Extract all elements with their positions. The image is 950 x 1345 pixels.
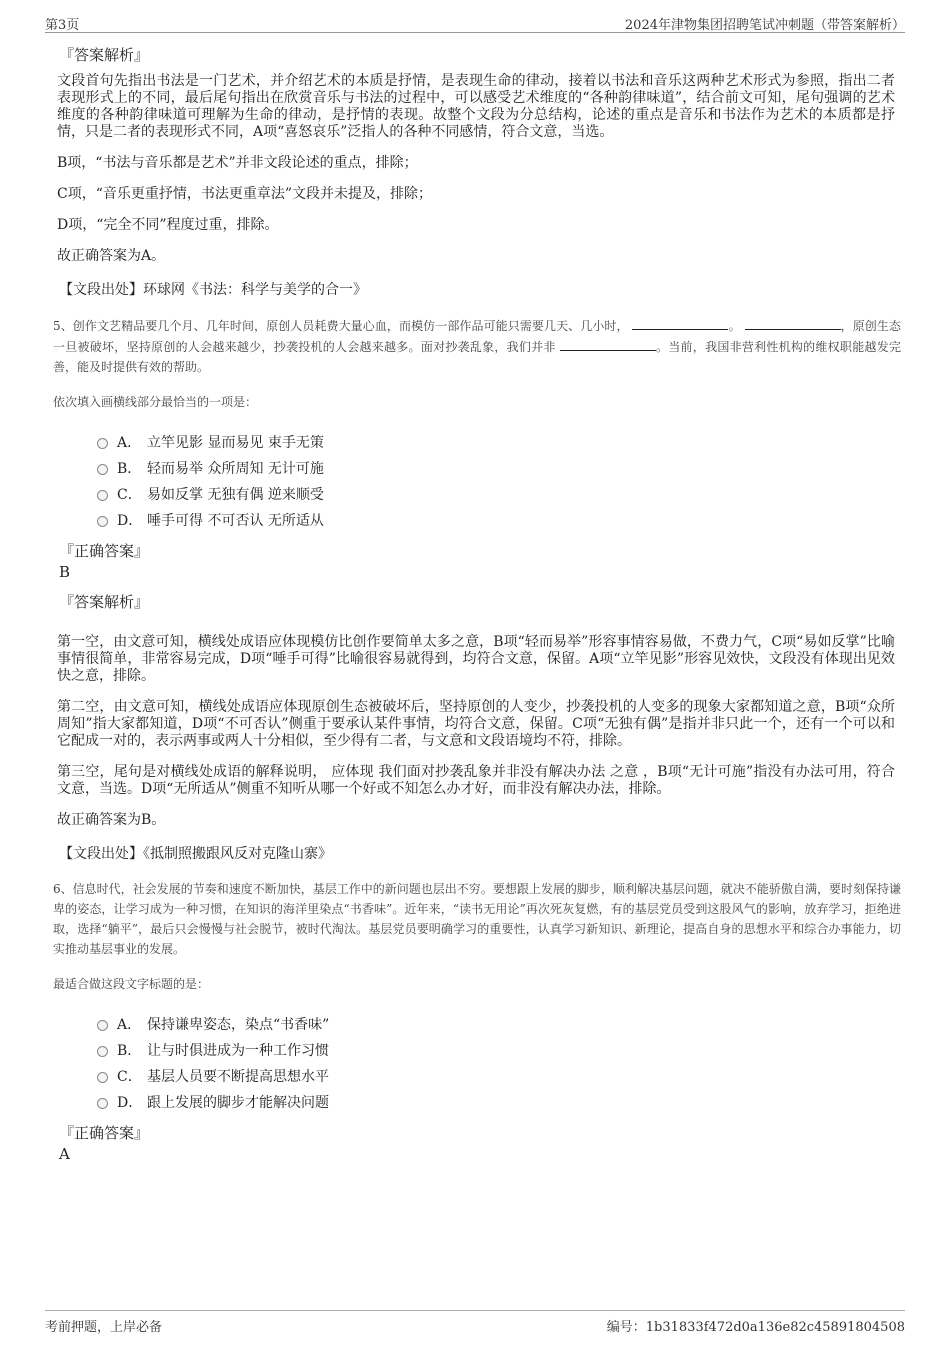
option-text: 让与时俱进成为一种工作习惯 [147, 1043, 329, 1059]
passage-source: 【文段出处】《抵制照搬跟风反对克隆山寨》 [59, 846, 332, 862]
radio-icon[interactable] [97, 516, 108, 527]
option-b[interactable] [97, 456, 895, 482]
radio-icon[interactable] [97, 438, 108, 449]
option-d[interactable] [97, 508, 895, 534]
answer-label: 『正确答案』 [59, 1124, 150, 1142]
option-c[interactable] [97, 482, 895, 508]
footer-slogan: 考前押题，上岸必备 [45, 1320, 163, 1335]
question-text: ，原创生态一旦被破坏，坚持原创的人会越来越少，抄袭投机的人会越来越多。面对抄袭乱象，我们并非 [53, 319, 901, 354]
option-d[interactable] [97, 1090, 895, 1116]
analysis-conclusion: 故正确答案为A。 [57, 248, 166, 264]
fill-blank-1 [632, 315, 728, 330]
analysis-paragraph: 文段首句先指出书法是一门艺术，并介绍艺术的本质是抒情，是表现生命的律动，接着以书法和音乐这两种艺术形式为参照，指出二者表现形式上的不同，最后尾句指出在欣赏音乐与书法的过程中，可以感受艺术维度的“各种韵律味道”，结合前文可知，尾句强调的艺术维度的各种韵律味道可理解为生命的律动，是抒情的表现。故整个文段为分总结构，论述的重点是音乐和书法作为艺术的本质都是抒情，只是二者的表现形式不同，A项“喜怒哀乐”泛指人的各种不同感情，符合文意，当选。 [57, 73, 895, 140]
page-number: 第3页 [45, 18, 80, 33]
option-text: 跟上发展的脚步才能解决问题 [147, 1095, 329, 1111]
correct-answer: A [59, 1145, 70, 1163]
analysis-conclusion: 故正确答案为B。 [57, 812, 166, 828]
fill-blank-2 [745, 315, 841, 330]
option-letter: A． [117, 435, 142, 451]
radio-icon[interactable] [97, 1098, 108, 1109]
option-letter: B． [117, 1043, 142, 1059]
radio-icon[interactable] [97, 1072, 108, 1083]
option-text: 立竿见影 显而易见 束手无策 [147, 435, 324, 451]
radio-icon[interactable] [97, 490, 108, 501]
page-footer [45, 1310, 905, 1335]
option-letter: C． [117, 1069, 142, 1085]
question-6-options [97, 1012, 895, 1116]
analysis-paragraph: 第三空，尾句是对横线处成语的解释说明， 应体现 我们面对抄袭乱象并非没有解决办法 之意 ，B项“无计可施”指没有办法可用，符合文意，当选。D项“无所适从”侧重不知听从哪一个好或不知怎么办才好，而非没有解决办法，排除。 [57, 764, 895, 797]
question-5-options [97, 430, 895, 534]
question-text: 5、创作文艺精品要几个月、几年时间，原创人员耗费大量心血，而模仿一部作品可能只需要几天、几小时， [53, 319, 629, 333]
page-header [45, 10, 905, 33]
option-letter: B． [117, 461, 142, 477]
analysis-paragraph: B项，“书法与音乐都是艺术”并非文段论述的重点，排除； [57, 155, 418, 171]
question-text: 。 [728, 319, 741, 333]
analysis-label: 『答案解析』 [59, 593, 150, 611]
question-text: 。当前，我国非营利性机构的维权职能越发完善，能及时提供有效的帮助。 [53, 340, 901, 374]
option-letter: D． [117, 513, 143, 529]
analysis-paragraph: C项，“音乐更重抒情，书法更重章法”文段并未提及，排除； [57, 186, 433, 202]
fill-blank-3 [560, 336, 656, 351]
analysis-paragraph: D项，“完全不同”程度过重，排除。 [57, 217, 279, 233]
answer-label: 『正确答案』 [59, 542, 150, 560]
document-title: 2024年津物集团招聘笔试冲刺题（带答案解析） [624, 18, 905, 33]
radio-icon[interactable] [97, 1020, 108, 1031]
option-a[interactable] [97, 1012, 895, 1038]
document-id: 编号：1b31833f472d0a136e82c45891804508 [606, 1320, 905, 1335]
page-content [53, 44, 901, 1173]
analysis-label: 『答案解析』 [59, 46, 150, 64]
option-letter: C． [117, 487, 142, 503]
option-text: 易如反掌 无独有偶 逆来顺受 [147, 487, 324, 503]
option-text: 唾手可得 不可否认 无所适从 [147, 513, 324, 529]
question-prompt: 依次填入画横线部分最恰当的一项是： [53, 395, 258, 409]
analysis-paragraph: 第一空，由文意可知，横线处成语应体现模仿比创作要简单太多之意，B项“轻而易举”形容事情容易做，不费力气，C项“易如反掌”比喻事情很简单，非常容易完成，D项“唾手可得”比喻很容易就得到，均符合文意，保留。A项“立竿见影”形容见效快，文段没有体现出见效快之意，排除。 [57, 634, 895, 684]
option-letter: D． [117, 1095, 143, 1111]
passage-source: 【文段出处】环球网《书法：科学与美学的合一》 [59, 282, 367, 298]
question-prompt: 最适合做这段文字标题的是： [53, 977, 210, 991]
option-a[interactable] [97, 430, 895, 456]
correct-answer: B [59, 563, 71, 581]
analysis-paragraph: 第二空，由文意可知，横线处成语应体现原创生态被破坏后，坚持原创的人变少，抄袭投机的人变多的现象大家都知道之意，B项“众所周知”指大家都知道，D项“不可否认”侧重于要承认某件事情，均符合文意，保留。C项“无独有偶”是指并非只此一个，还有一个可以和它配成一对的，表示两事或两人十分相似，至少得有二者，与文意和文段语境均不符，排除。 [57, 699, 895, 749]
question-5-stem [53, 315, 901, 377]
option-b[interactable] [97, 1038, 895, 1064]
option-text: 基层人员要不断提高思想水平 [147, 1069, 329, 1085]
radio-icon[interactable] [97, 1046, 108, 1057]
radio-icon[interactable] [97, 464, 108, 475]
option-text: 保持谦卑姿态，染点“书香味” [147, 1017, 330, 1033]
question-6-stem: 6、信息时代，社会发展的节奏和速度不断加快，基层工作中的新问题也层出不穷。要想跟上发展的脚步，顺利解决基层问题，就决不能骄傲自满，要时刻保持谦卑的姿态，让学习成为一种习惯，在知识的海洋里染点“书香味”。近年来，“读书无用论”再次死灰复燃，有的基层党员受到这股风气的影响，放弃学习，拒绝进取，选择“躺平”，最后只会慢慢与社会脱节，被时代淘汰。基层党员要明确学习的重要性，认真学习新知识、新理论，提高自身的思想水平和综合办事能力，切实推动基层事业的发展。 [53, 882, 901, 956]
option-c[interactable] [97, 1064, 895, 1090]
option-letter: A． [117, 1017, 142, 1033]
option-text: 轻而易举 众所周知 无计可施 [147, 461, 324, 477]
